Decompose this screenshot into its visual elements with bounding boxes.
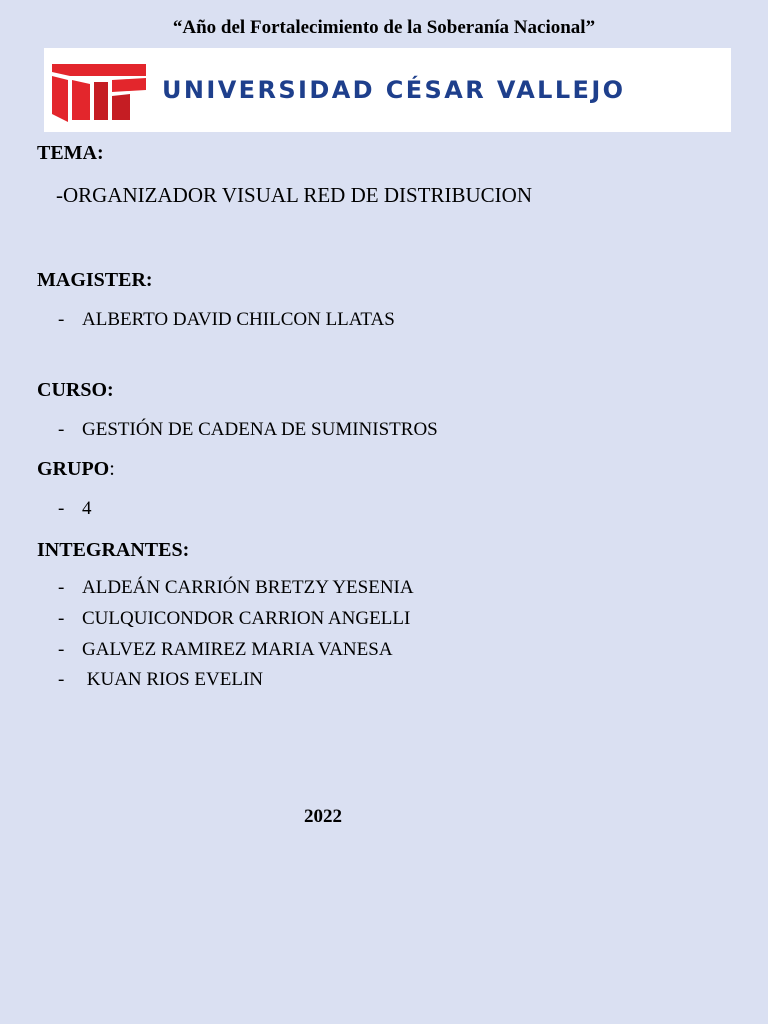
grupo-label: GRUPO — [37, 458, 110, 480]
list-dash: - — [58, 669, 65, 690]
magister-label: MAGISTER: — [37, 269, 153, 291]
list-dash: - — [58, 608, 65, 629]
grupo-value: 4 — [82, 498, 92, 519]
tema-label: TEMA: — [37, 142, 104, 164]
list-dash: - — [58, 309, 65, 330]
year: 2022 — [304, 806, 342, 827]
grupo-item — [58, 498, 92, 520]
member-name: GALVEZ RAMIREZ MARIA VANESA — [82, 639, 393, 660]
tema-value: -ORGANIZADOR VISUAL RED DE DISTRIBUCION — [56, 183, 532, 207]
list-item — [58, 608, 410, 630]
list-dash: - — [58, 639, 65, 660]
integrantes-label: INTEGRANTES: — [37, 539, 190, 561]
grupo-colon: : — [109, 458, 115, 480]
curso-value: GESTIÓN DE CADENA DE SUMINISTROS — [82, 419, 438, 440]
list-dash: - — [58, 498, 65, 519]
list-item — [58, 669, 263, 691]
ucv-shield-logo-icon — [50, 60, 148, 122]
member-name: ALDEÁN CARRIÓN BRETZY YESENIA — [82, 577, 414, 598]
list-dash: - — [58, 577, 65, 598]
list-item — [58, 639, 393, 661]
member-name: CULQUICONDOR CARRION ANGELLI — [82, 608, 411, 629]
curso-item — [58, 419, 438, 441]
university-name: UNIVERSIDAD CÉSAR VALLEJO — [162, 76, 626, 104]
list-dash: - — [58, 419, 65, 440]
grupo-label-line — [37, 458, 115, 481]
page-motto: “Año del Fortalecimiento de la Soberanía Nacional” — [172, 17, 596, 38]
university-logo-banner — [44, 48, 731, 132]
list-item — [58, 577, 414, 599]
magister-item — [58, 309, 395, 331]
magister-value: ALBERTO DAVID CHILCON LLATAS — [82, 309, 395, 330]
curso-label: CURSO: — [37, 379, 114, 401]
member-name: KUAN RIOS EVELIN — [82, 669, 264, 690]
